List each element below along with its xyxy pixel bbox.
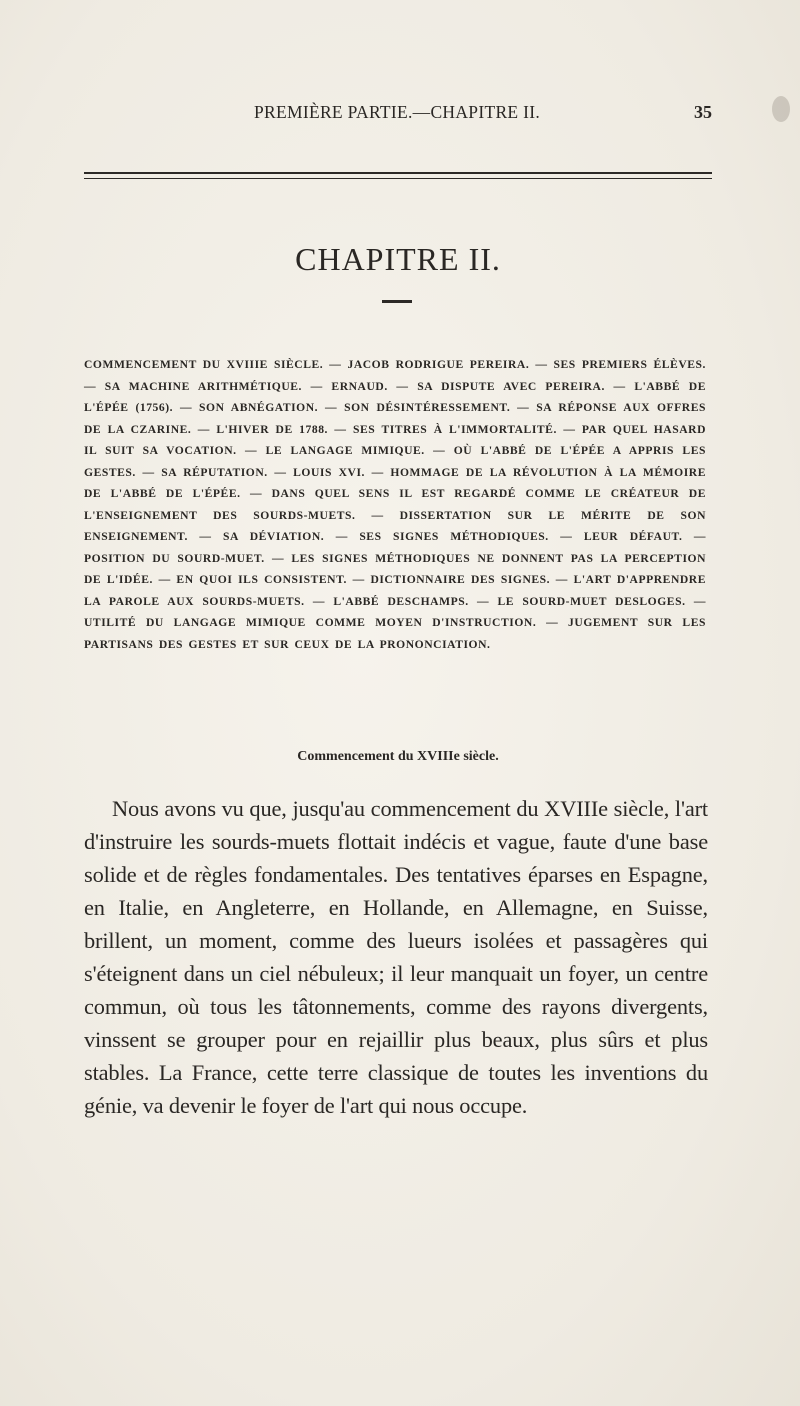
chapter-summary: COMMENCEMENT DU XVIIIE SIÈCLE. — JACOB RODRIGUE PEREIRA. — SES PREMIERS ÉLÈVES. — SA MACHINE ARITHMÉTIQUE. — ERNAUD. — SA DISPUTE AVEC PEREIRA. — L'ABBÉ DE L'ÉPÉE (1756). — SON ABNÉGATION. — SON DÉSINTÉRESSEMENT. — SA RÉPONSE AUX OFFRES DE LA CZARINE. — L'HIVER DE 1788. — SES TITRES À L'IMMORTALITÉ. — PAR QUEL HASARD IL SUIT SA VOCATION. — LE LANGAGE MIMIQUE. — OÙ L'ABBÉ DE L'ÉPÉE A APPRIS LES GESTES. — SA RÉPUTATION. — LOUIS XVI. — HOMMAGE DE LA RÉVOLUTION À LA MÉMOIRE DE L'ABBÉ DE L'ÉPÉE. — DANS QUEL SENS IL EST REGARDÉ COMME LE CRÉATEUR DE L'ENSEIGNEMENT DES SOURDS-MUETS. — DISSERTATION SUR LE MÉRITE DE SON ENSEIGNEMENT. — SA DÉVIATION. — SES SIGNES MÉTHODIQUES. — LEUR DÉFAUT. — POSITION DU SOURD-MUET. — LES SIGNES MÉTHODIQUES NE DONNENT PAS LA PERCEPTION DE L'IDÉE. — EN QUOI ILS CONSISTENT. — DICTIONNAIRE DES SIGNES. — L'ART D'APPRENDRE LA PAROLE AUX SOURDS-MUETS. — L'ABBÉ DESCHAMPS. — LE SOURD-MUET DESLOGES. — UTILITÉ DU LANGAGE MIMIQUE COMME MOYEN D'INSTRUCTION. — JUGEMENT SUR LES PARTISANS DES GESTES ET SUR CEUX DE LA PRONONCIATION. (84, 358, 706, 651)
chapter-title: CHAPITRE II. (295, 241, 501, 278)
section-heading: Commencement du XVIIIe siècle. (297, 749, 499, 764)
double-rule-divider (84, 172, 712, 179)
running-head-title: PREMIÈRE PARTIE.—CHAPITRE II. (253, 102, 541, 122)
running-head (82, 98, 712, 128)
body-paragraph: Nous avons vu que, jusqu'au commencement du XVIIIe siècle, l'art d'instruire les sourds-muets flottait indécis et vague, faute d'une base solide et de règles fondamentales. Des tentatives éparses en Espagne, en Italie, en Angleterre, en Hollande, en Allemagne, en Suisse, brillent, un moment, comme des lueurs isolées et passagères qui s'éteignent dans un ciel nébuleux; il leur manquait un foyer, un centre commun, où tous les tâtonnements, comme des rayons divergents, vinssent se grouper pour en rejaillir plus beaux, plus sûrs et plus stables. La France, cette terre classique de toutes les inventions du génie, va devenir le foyer de l'art qui nous occupe. (84, 796, 708, 1118)
page-stain (772, 96, 790, 122)
short-rule-divider (382, 300, 412, 303)
page-number: 35 (694, 102, 712, 122)
